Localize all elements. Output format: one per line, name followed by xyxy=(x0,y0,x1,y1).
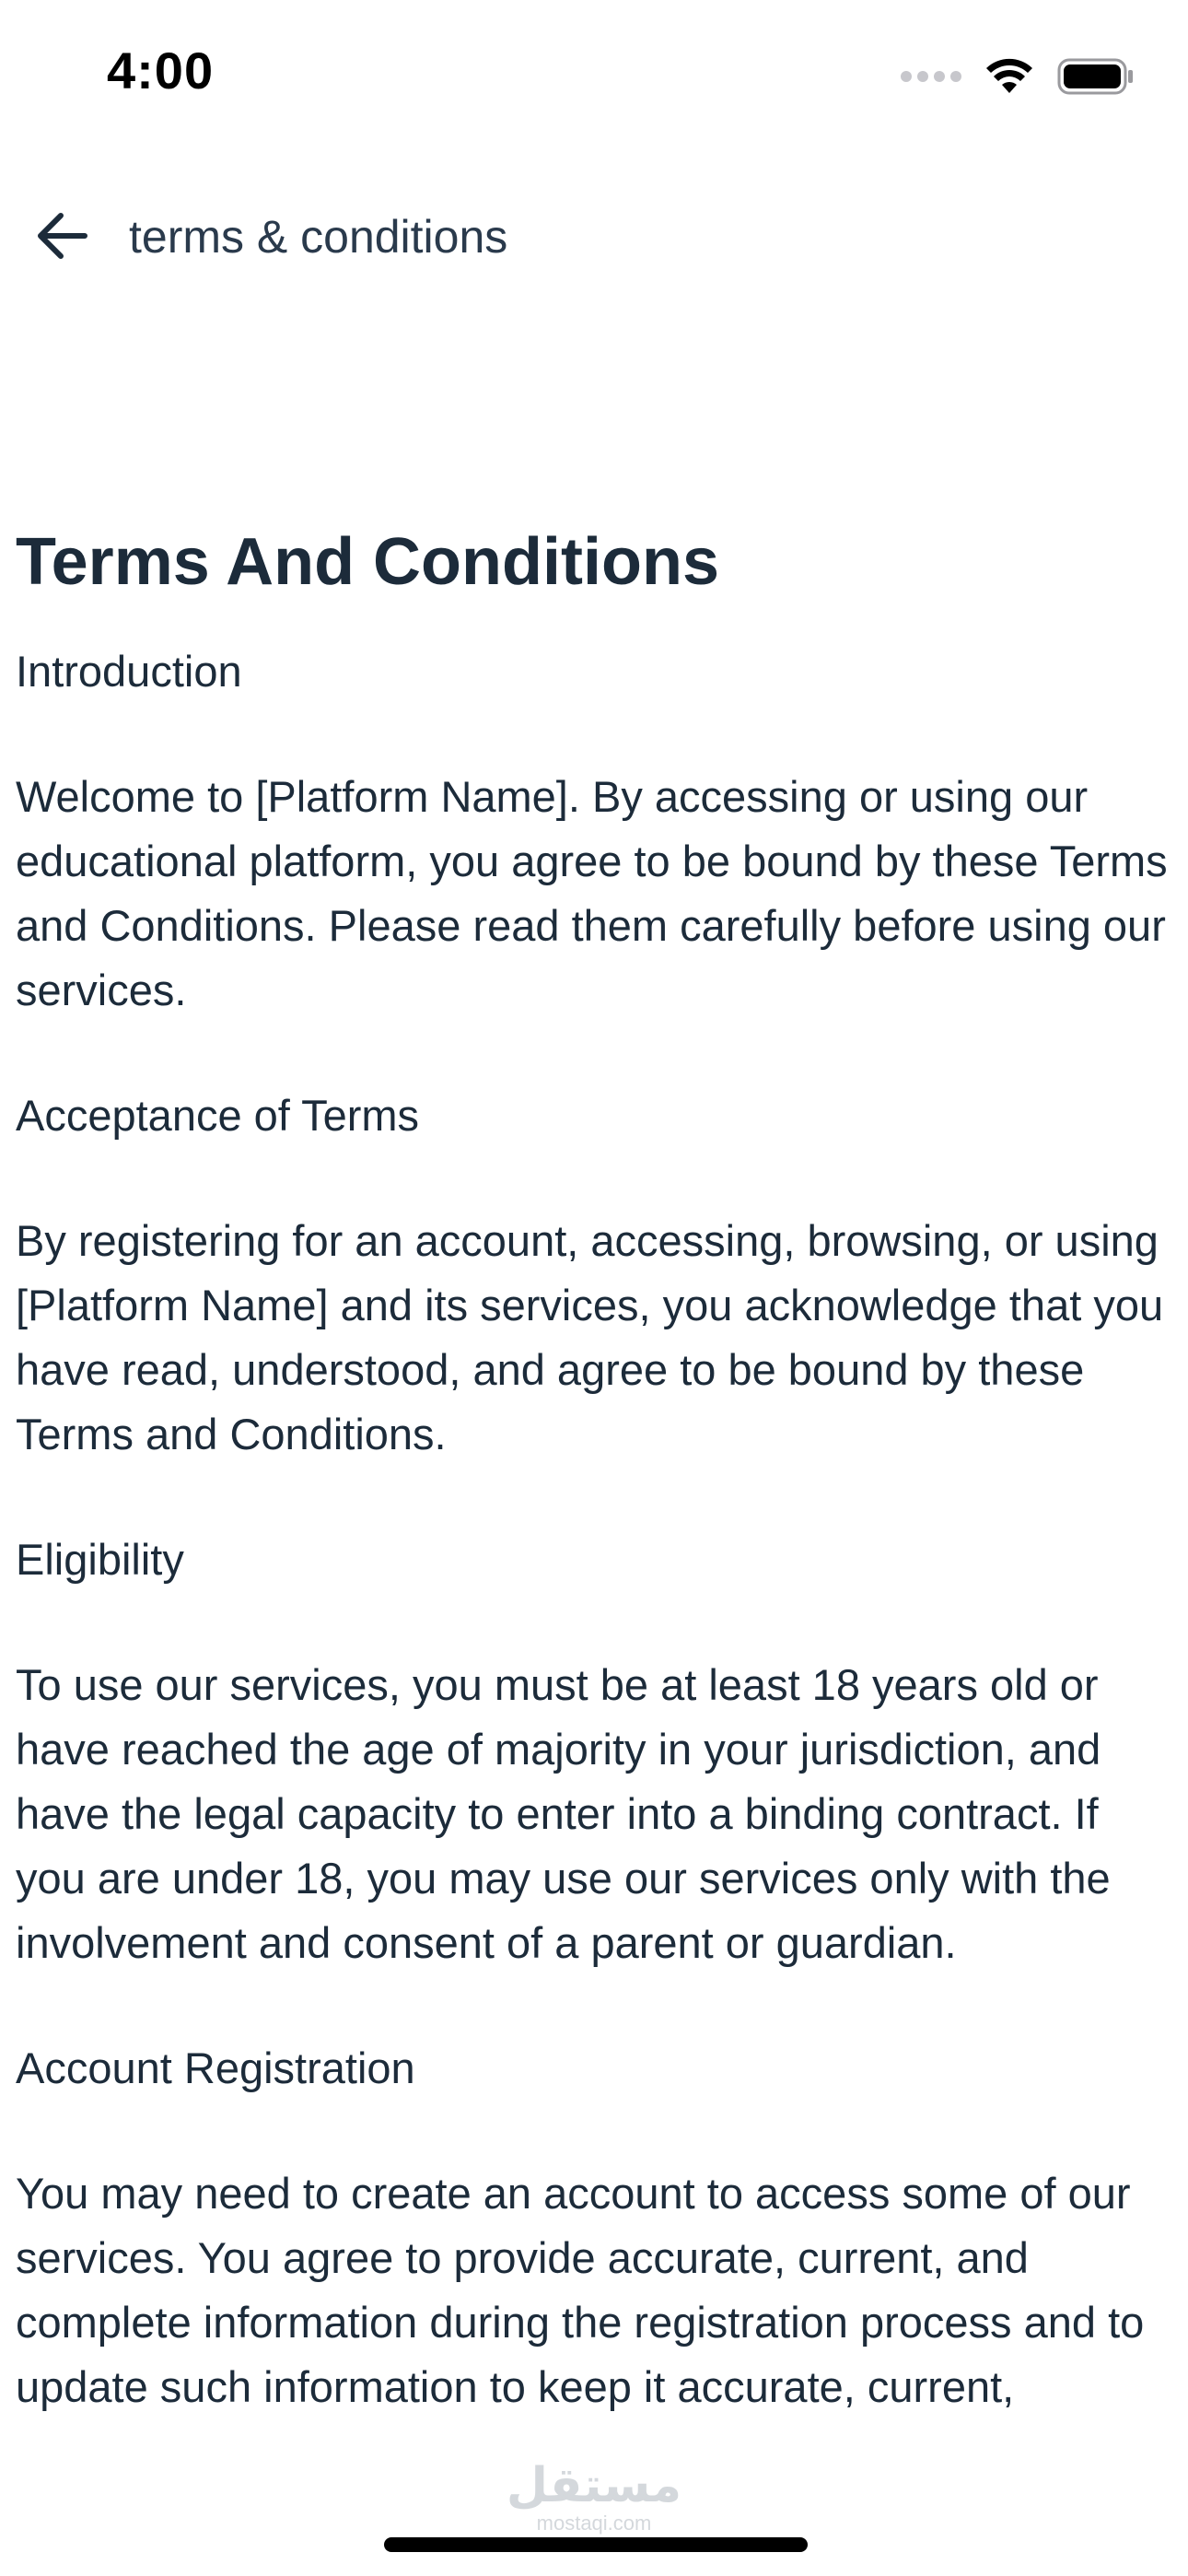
page-title: terms & conditions xyxy=(129,211,508,263)
section-heading-eligibility: Eligibility xyxy=(16,1535,184,1584)
watermark-arabic: مستقل xyxy=(506,2459,682,2512)
section-heading-account-registration: Account Registration xyxy=(16,2043,415,2092)
status-bar xyxy=(0,0,1188,147)
document-title: Terms And Conditions xyxy=(16,525,719,599)
battery-icon xyxy=(1057,56,1135,97)
status-icons xyxy=(901,53,1135,100)
status-time: 4:00 xyxy=(107,41,215,100)
section-heading-introduction: Introduction xyxy=(16,647,242,696)
section-body-eligibility: To use our services, you must be at least 18 years old or have reached the age of majority in your jurisdiction, and have the legal capacity to enter into a binding contract. If you are under 18, you may use our services only with the involvement and consent of a parent or guardian. xyxy=(16,1660,1111,1967)
section-heading-acceptance: Acceptance of Terms xyxy=(16,1091,420,1140)
home-indicator[interactable] xyxy=(384,2537,808,2552)
section-body-acceptance: By registering for an account, accessing, browsing, or using [Platform Name] and its services, you acknowledge that you have read, understood, and agree to be bound by these Terms and Conditions. xyxy=(16,1216,1164,1458)
section-body-introduction: Welcome to [Platform Name]. By accessing or using our educational platform, you agree to be bound by these Terms and Conditions. Please read them carefully before using our services. xyxy=(16,772,1168,1014)
section-body-account-registration: You may need to create an account to access some of our services. You agree to provide accurate, current, and complete information during the registration process and to update such information to keep it accurate, current, xyxy=(16,2169,1145,2411)
watermark xyxy=(0,2460,1188,2535)
terms-content[interactable] xyxy=(16,516,1178,2443)
wifi-icon xyxy=(985,58,1033,95)
watermark-latin: mostaqi.com xyxy=(536,2512,652,2535)
arrow-left-icon xyxy=(35,210,90,262)
back-button[interactable] xyxy=(28,201,98,271)
app-header xyxy=(0,184,1188,286)
cellular-signal-icon xyxy=(901,71,961,82)
